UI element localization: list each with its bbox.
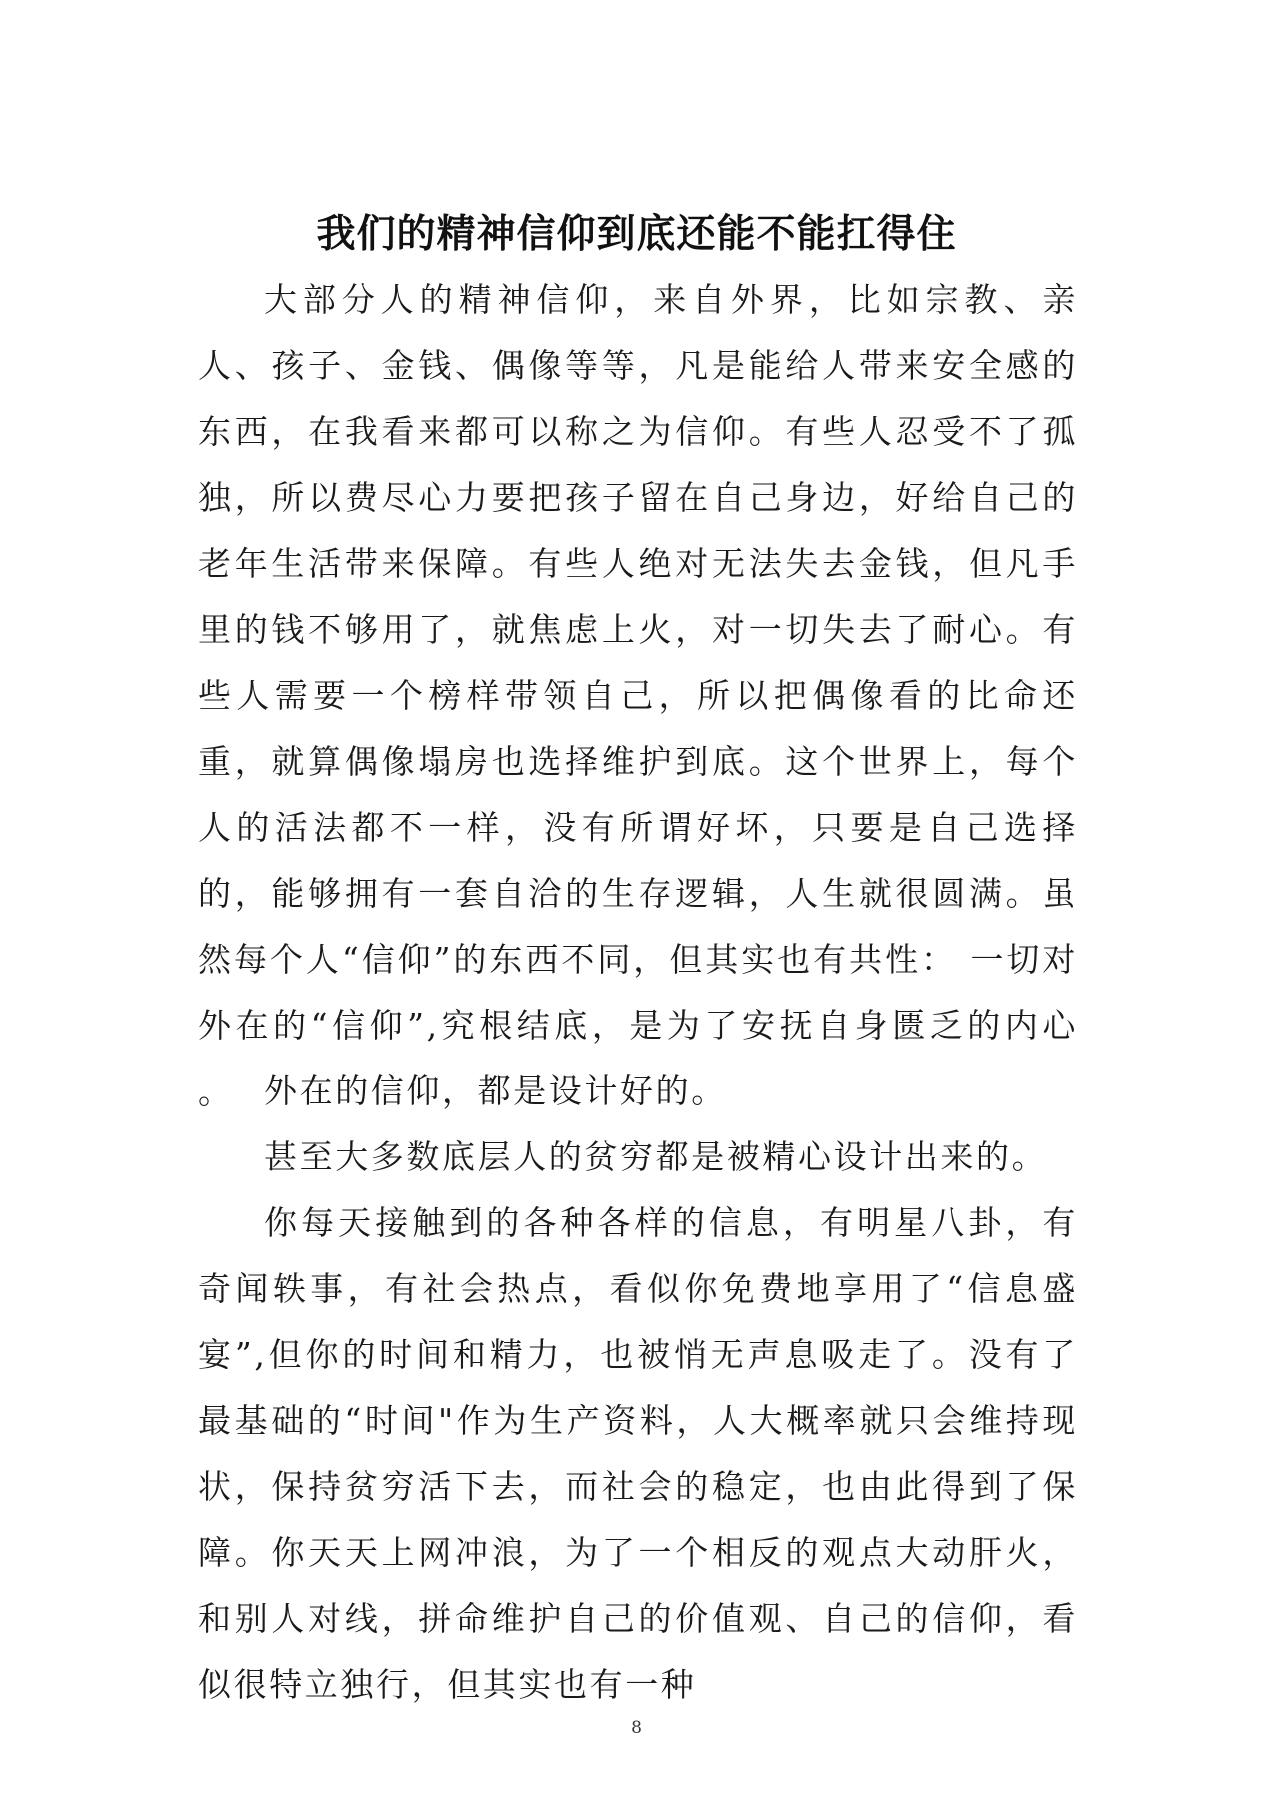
paragraph-3: 甚至大多数底层人的贫穷都是被精心设计出来的。	[264, 1137, 1048, 1176]
paragraph-2: 外在的信仰，都是设计好的。	[264, 1071, 727, 1110]
page-number: 8	[631, 1718, 642, 1738]
document-title: 我们的精神信仰到底还能不能扛得住	[316, 212, 957, 257]
paragraph-4: 你每天接触到的各种各样的信息，有明星八卦，有奇闻轶事，有社会热点，看似你免费地享用了“信息盛宴”,但你的时间和精力，也被悄无声息吸走了。没有了最基础的“时间"作为生产资料，人大概率就只会维持现状，保持贫穷活下去，而社会的稳定，也由此得到了保障。你天天上网冲浪，为了一个相反的观点大动肝火，和别人对线，拼命维护自己的价值观、自己的信仰，看似很特立独行，但其实也有一种	[198, 1203, 1078, 1704]
paragraph-1: 大部分人的精神信仰，来自外界，比如宗教、亲人、孩子、金钱、偶像等等，凡是能给人带来安全感的东西，在我看来都可以称之为信仰。有些人忍受不了孤独，所以费尽心力要把孩子留在自己身边，好给自己的老年生活带来保障。有些人绝对无法失去金钱，但凡手里的钱不够用了，就焦虑上火，对一切失去了耐心。有些人需要一个榜样带领自己，所以把偶像看的比命还重，就算偶像塌房也选择维护到底。这个世界上，每个人的活法都不一样，没有所谓好坏，只要是自己选择的，能够拥有一套自洽的生存逻辑，人生就很圆满。虽然每个人“信仰”的东西不同，但其实也有共性： 一切对外在的“信仰”,究根结底，是为了安抚自身匮乏的内心 。	[198, 280, 1078, 1111]
